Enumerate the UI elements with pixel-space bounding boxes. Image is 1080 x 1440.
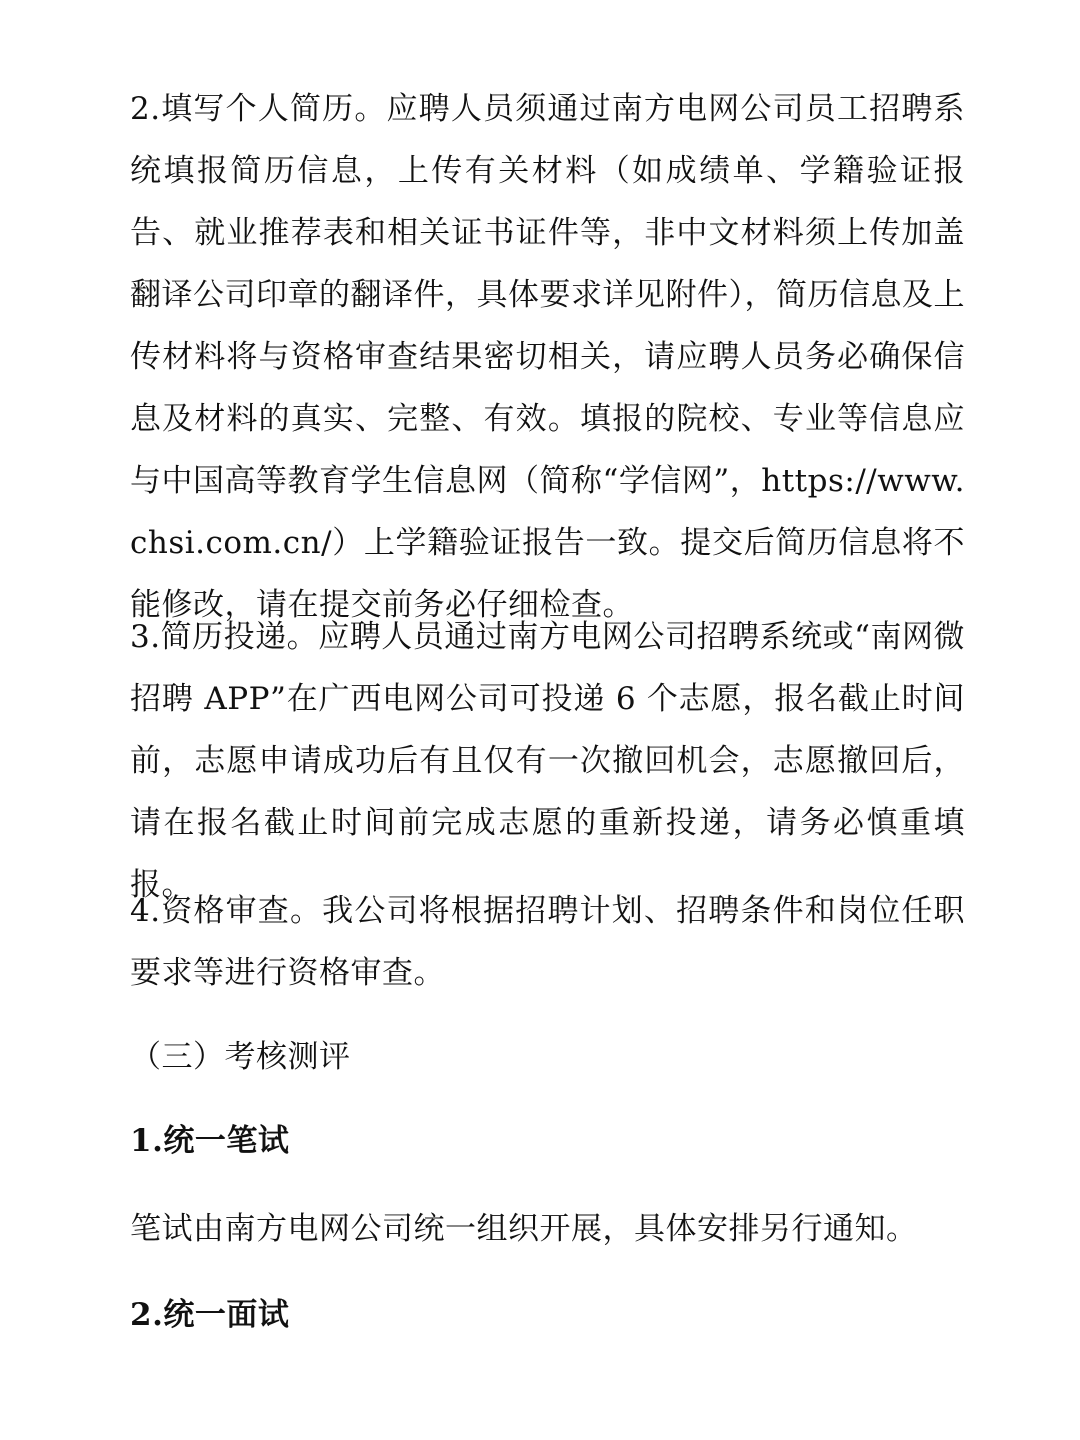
paragraph-resume-delivery: 3.简历投递。应聘人员通过南方电网公司招聘系统或“南网微招聘 APP”在广西电网公司可投递 6 个志愿，报名截止时间前，志愿申请成功后有且仅有一次撤回机会，志愿撤回后，请在报名截止时间前完成志愿的重新投递，请务必慎重填报。	[130, 619, 965, 903]
subheading-written-exam: 1.统一笔试	[130, 1123, 290, 1159]
subheading-interview: 2.统一面试	[130, 1297, 290, 1333]
paragraph-resume-submission: 2.填写个人简历。应聘人员须通过南方电网公司员工招聘系统填报简历信息，上传有关材料（如成绩单、学籍验证报告、就业推荐表和相关证书证件等，非中文材料须上传加盖翻译公司印章的翻译件，具体要求详见附件），简历信息及上传材料将与资格审查结果密切相关，请应聘人员务必确保信息及材料的真实、完整、有效。填报的院校、专业等信息应与中国高等教育学生信息网（简称“学信网”，https://www.chsi.com.cn/）上学籍验证报告一致。提交后简历信息将不能修改，请在提交前务必仔细检查。	[130, 91, 965, 623]
section-heading-assessment: （三）考核测评	[130, 1039, 351, 1075]
paragraph-written-exam: 笔试由南方电网公司统一组织开展，具体安排另行通知。	[130, 1211, 918, 1247]
paragraph-qualification-review: 4.资格审查。我公司将根据招聘计划、招聘条件和岗位任职要求等进行资格审查。	[130, 893, 965, 991]
